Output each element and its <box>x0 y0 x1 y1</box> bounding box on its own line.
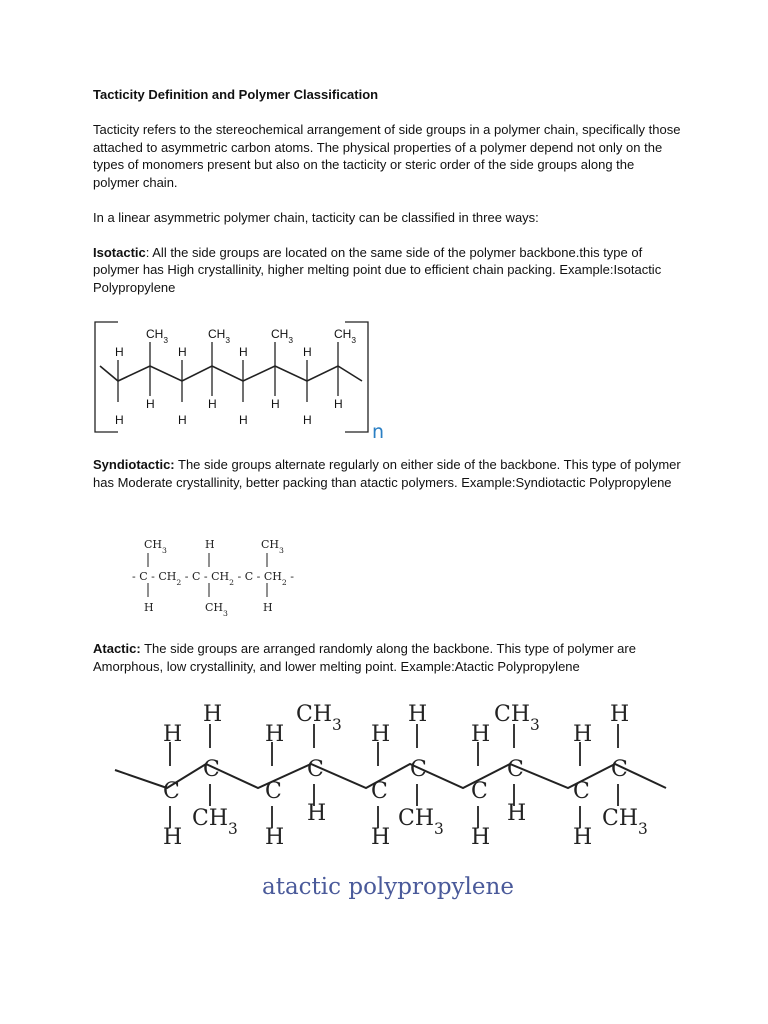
isotactic-text: : All the side groups are located on the same side of the polymer backbone.this type of polymer has High crystallinity, higher melting point due to efficient chain packing. Example:Isotactic Polypropylene <box>93 244 662 295</box>
ata-low-2: H <box>307 801 327 826</box>
syndiotactic-paragraph <box>93 456 683 491</box>
syn-bottom-1: H <box>144 601 154 614</box>
iso-h-bot-2: H <box>178 413 187 427</box>
ata-c-5: C <box>371 779 388 804</box>
syn-top-2: H <box>205 538 215 551</box>
ata-c-9: C <box>573 779 590 804</box>
ata-c-1: C <box>163 779 180 804</box>
ata-top-1: H <box>203 702 223 727</box>
ata-c-6: C <box>410 757 427 782</box>
isotactic-structure-figure <box>90 316 390 442</box>
isotactic-term: Isotactic <box>93 244 146 260</box>
ata-low-4: H <box>507 801 527 826</box>
iso-h-bot-1: H <box>115 413 124 427</box>
ata-uh-5: H <box>573 722 593 747</box>
ata-uh-1: H <box>163 722 183 747</box>
syn-backbone: - C - $CH_2$ - C - $CH_2$ - C - $CH_2$ - <box>132 570 295 587</box>
ata-c-7: C <box>471 779 488 804</box>
document-title: Tacticity Definition and Polymer Classification <box>93 87 379 102</box>
ata-low-5: $CH_3$ <box>602 806 648 838</box>
ata-c-8: C <box>507 757 524 782</box>
iso-ch3-3: $CH_3$ <box>271 327 294 345</box>
ata-uh-4: H <box>471 722 491 747</box>
atactic-paragraph <box>93 640 683 675</box>
atactic-text: The side groups are arranged randomly along the backbone. This type of polymer are Amorphous, low crystallinity, and lower melting point. Example:Atactic Polypropylene <box>93 641 636 674</box>
iso-h-mid-4: H <box>334 397 343 411</box>
ata-bh-5: H <box>573 825 593 850</box>
iso-ch3-1: $CH_3$ <box>146 327 169 345</box>
atactic-term: Atactic: <box>93 641 141 656</box>
ata-top-3: H <box>408 702 428 727</box>
ata-top-5: H <box>610 702 630 727</box>
iso-h-mid-1: H <box>146 397 155 411</box>
atactic-caption: atactic polypropylene <box>262 874 514 900</box>
ata-c-4: C <box>307 757 324 782</box>
ata-uh-2: H <box>265 722 285 747</box>
ata-low-1: $CH_3$ <box>192 806 238 838</box>
ata-uh-3: H <box>371 722 391 747</box>
iso-h-top-1: H <box>115 345 124 359</box>
intro-paragraph: Tacticity refers to the stereochemical arrangement of side groups in a polymer chain, specifically those attached to asymmetric carbon atoms. The physical properties of a polymer depend not only on the types of monomers present but also on the tacticity or steric order of the side groups along the polymer chain. <box>93 122 681 191</box>
syn-bottom-3: H <box>263 601 273 614</box>
repeat-unit-n: n <box>372 421 385 442</box>
syndiotactic-structure-figure <box>92 512 344 632</box>
syndiotactic-text: The side groups alternate regularly on either side of the backbone. This type of polymer has Moderate crystallinity, better packing than atactic polymers. Example:Syndiotactic Polypropylene <box>93 457 681 490</box>
ata-bh-4: H <box>471 825 491 850</box>
iso-h-bot-4: H <box>303 413 312 427</box>
iso-h-bot-3: H <box>239 413 248 427</box>
ata-bh-1: H <box>163 825 183 850</box>
iso-h-mid-2: H <box>208 397 217 411</box>
ata-c-10: C <box>611 757 628 782</box>
ata-c-3: C <box>265 779 282 804</box>
iso-h-top-4: H <box>303 345 312 359</box>
ata-bh-2: H <box>265 825 285 850</box>
classification-intro: In a linear asymmetric polymer chain, tacticity can be classified in three ways: <box>93 209 539 225</box>
iso-h-top-3: H <box>239 345 248 359</box>
ata-bh-3: H <box>371 825 391 850</box>
ata-top-4: $CH_3$ <box>494 702 540 734</box>
syn-top-3: $CH_3$ <box>261 538 284 555</box>
document-body <box>93 86 683 314</box>
ata-c-2: C <box>203 757 220 782</box>
iso-h-top-2: H <box>178 345 187 359</box>
syndiotactic-term: Syndiotactic: <box>93 457 175 472</box>
syn-bottom-2: $CH_3$ <box>205 601 228 618</box>
ata-low-3: $CH_3$ <box>398 806 444 838</box>
ata-top-2: $CH_3$ <box>296 702 342 734</box>
iso-ch3-4: $CH_3$ <box>334 327 357 345</box>
atactic-structure-figure <box>110 694 675 904</box>
iso-ch3-2: $CH_3$ <box>208 327 231 345</box>
iso-h-mid-3: H <box>271 397 280 411</box>
isotactic-paragraph <box>93 244 683 297</box>
syn-top-1: $CH_3$ <box>144 538 167 555</box>
